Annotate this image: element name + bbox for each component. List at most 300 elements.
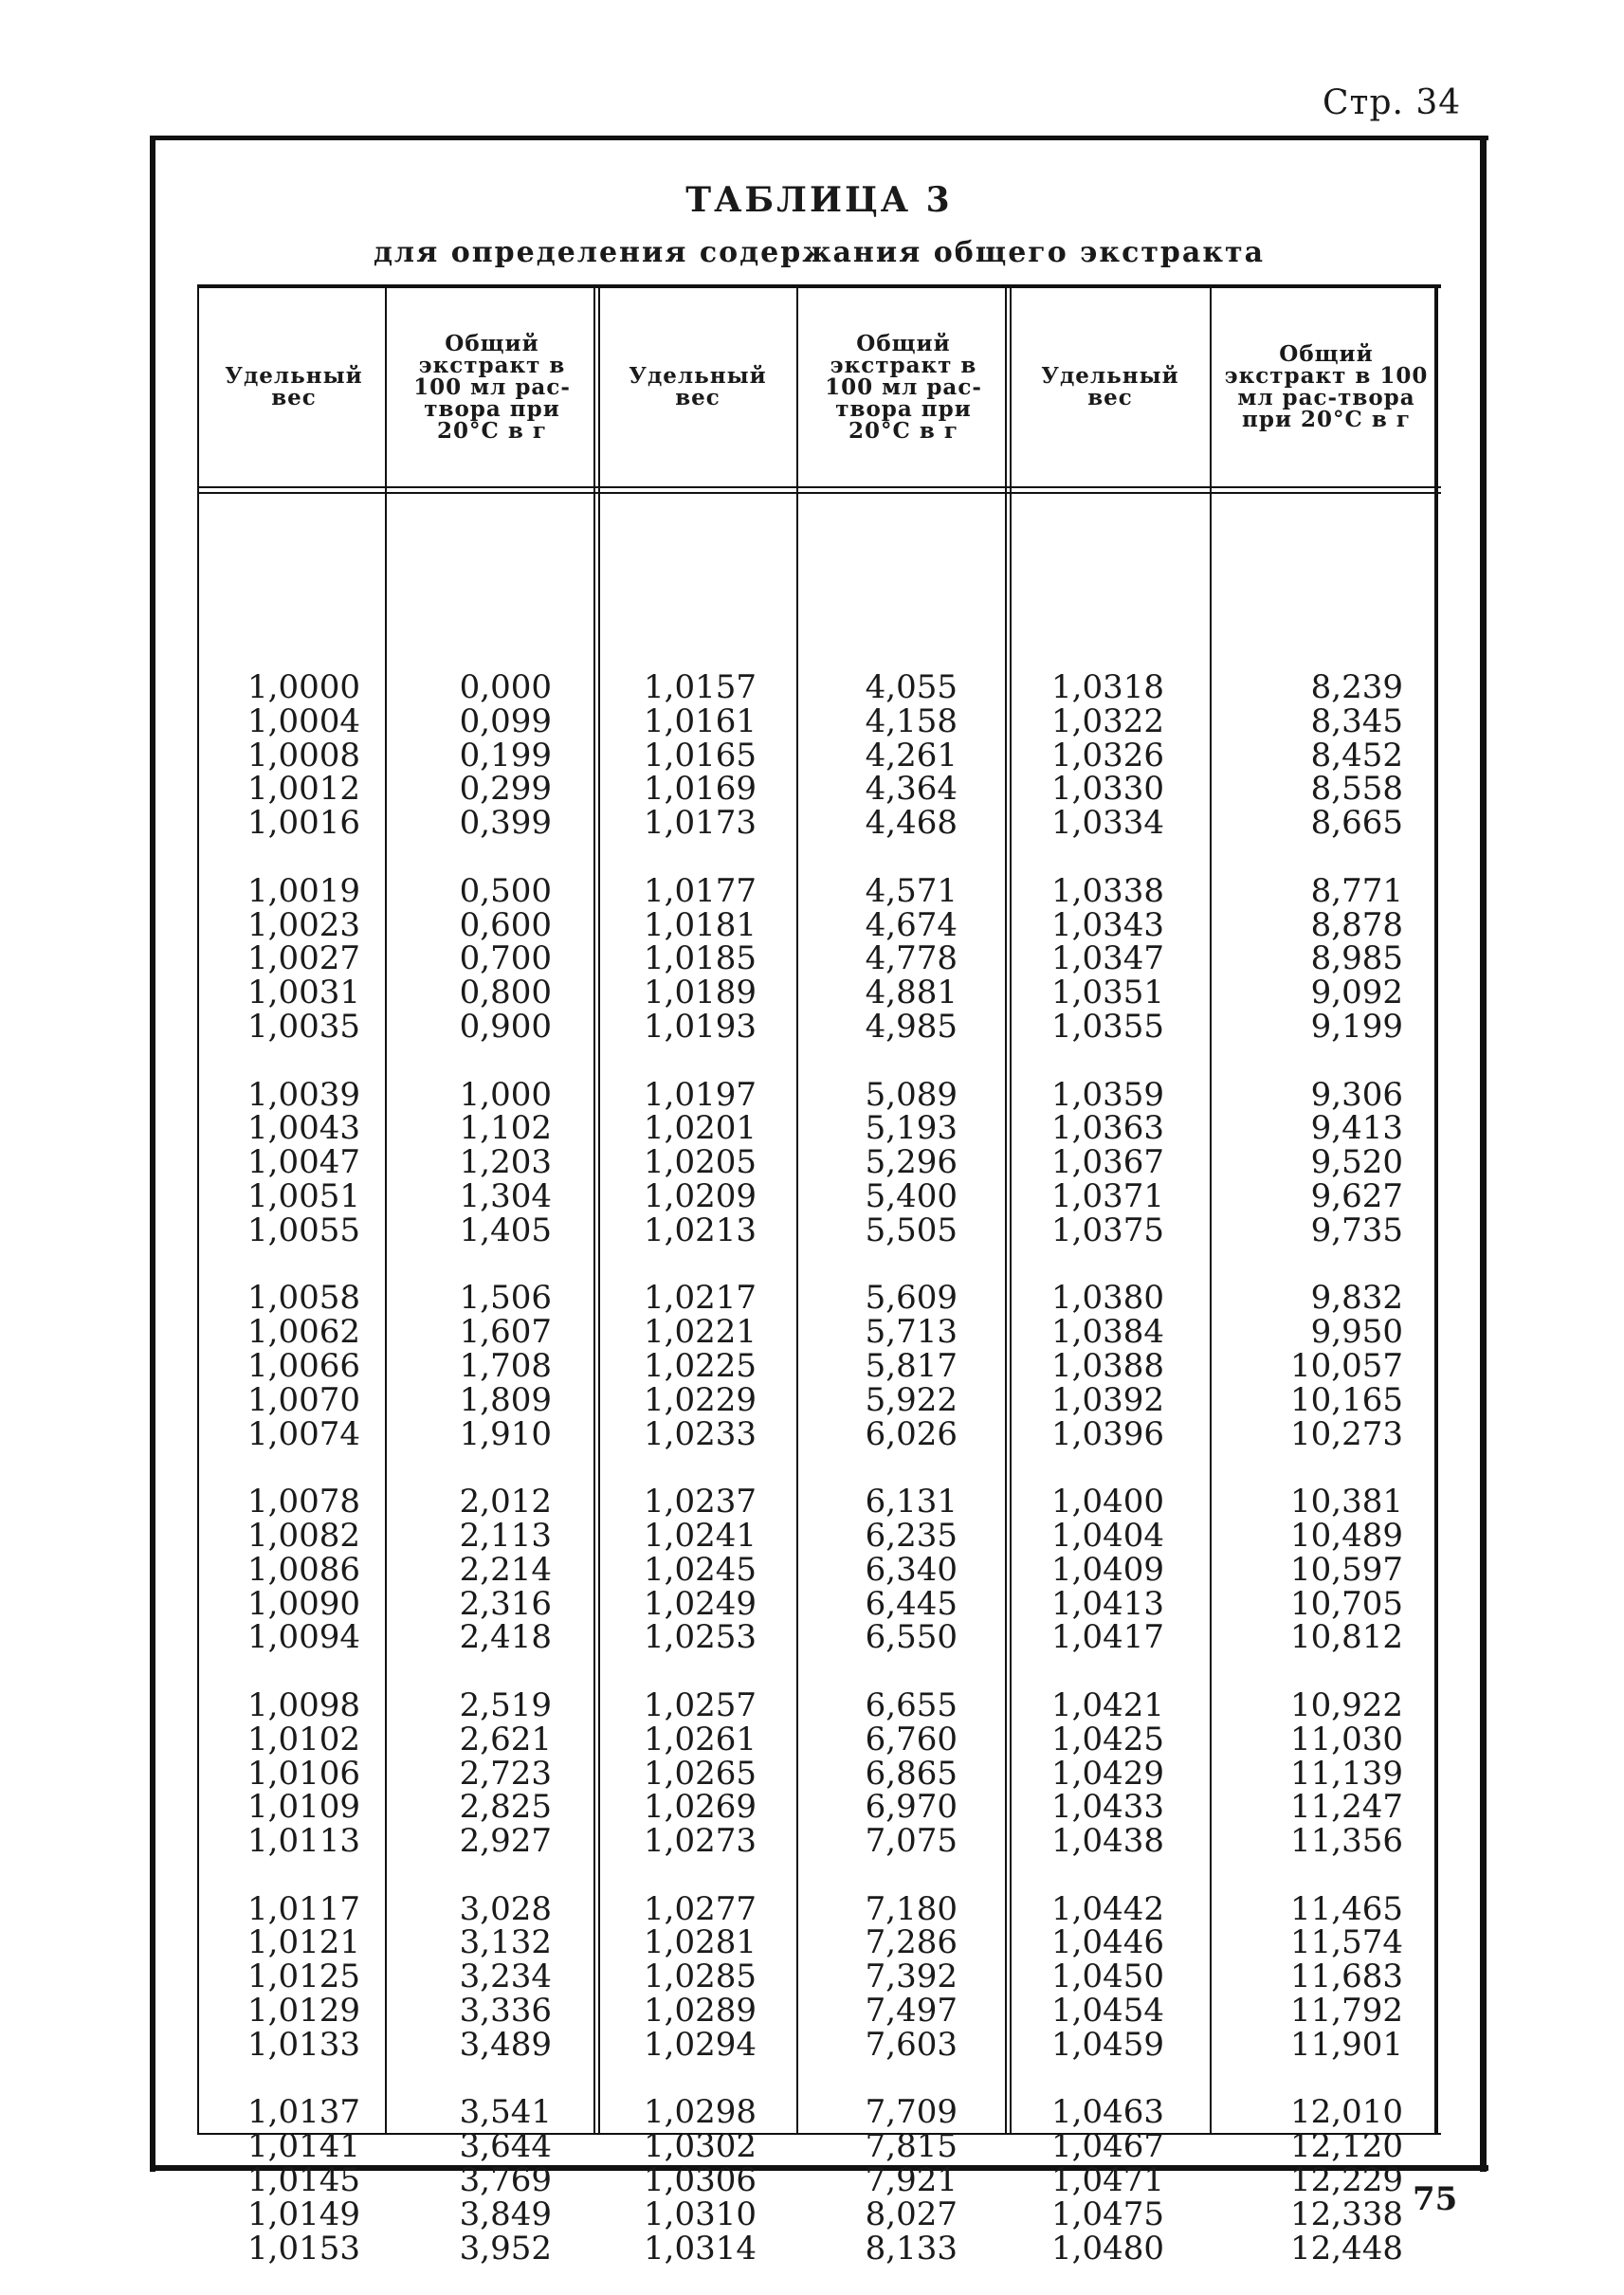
table-cell: 9,520 [1310,1143,1403,1182]
table-cell: 0,800 [459,974,552,1012]
table-cell: 1,0070 [247,1380,360,1419]
table-cell: 1,0145 [247,2161,360,2200]
col-rule-3 [796,284,798,2135]
table-cell: 5,817 [865,1346,958,1385]
table-cell: 1,0371 [1051,1176,1164,1215]
table-cell [624,1859,757,1893]
table-cell: 1,0409 [1051,1550,1164,1589]
table-cell: 11,683 [1290,1958,1403,1996]
table-cell: 1,0450 [1051,1958,1164,1996]
table-cell: 7,603 [865,2025,958,2064]
table-cell: 1,0442 [1051,1889,1164,1928]
col-rule-5 [1210,284,1212,2135]
table-cell [842,1451,958,1485]
table-cell: 1,0125 [247,1958,360,1996]
table-cell [842,1045,958,1079]
table-cell: 1,0098 [247,1685,360,1724]
column-header-1: Удельный вес [225,363,363,410]
table-cell: 1,0217 [644,1279,757,1318]
table-cell: 2,012 [459,1483,552,1521]
table-cell: 8,133 [865,2229,958,2268]
table-cell [235,1655,360,1689]
table-cell: 7,286 [865,1923,958,1962]
table-cell: 1,0463 [1051,2093,1164,2132]
table-cell: 12,120 [1290,2127,1403,2166]
table-cell: 3,489 [459,2025,552,2064]
table-cell: 1,0177 [644,871,757,910]
table-cell: 8,345 [1310,701,1403,740]
table-cell: 1,0229 [644,1380,757,1419]
table-cell: 11,247 [1290,1788,1403,1827]
col-rule-left [197,284,199,2135]
table-cell: 2,418 [459,1618,552,1657]
table-cell: 9,199 [1310,1007,1403,1046]
table-cell: 1,0429 [1051,1754,1164,1793]
table-cell: 4,571 [865,871,958,910]
table-cell [842,1248,958,1283]
table-cell: 9,832 [1310,1279,1403,1318]
table-cell: 1,0039 [247,1075,360,1114]
table-cell: 1,0169 [644,770,757,809]
table-cell: 4,261 [865,736,958,774]
table-cell: 7,921 [865,2161,958,2200]
table-cell: 1,0289 [644,1992,757,2031]
table-cell: 0,299 [459,770,552,809]
table-cell: 1,0094 [247,1618,360,1657]
table-cell: 11,030 [1290,1720,1403,1758]
table-cell: 1,0261 [644,1720,757,1758]
table-cell: 7,497 [865,1992,958,2031]
table-cell: 3,769 [459,2161,552,2200]
table-cell: 1,607 [459,1313,552,1352]
table-cell: 1,0213 [644,1211,757,1249]
col-rule-1 [385,284,387,2135]
table-cell: 1,0281 [644,1923,757,1962]
table-cell [842,841,958,875]
table-cell: 12,448 [1290,2229,1403,2268]
table-cell: 1,0141 [247,2127,360,2166]
table-cell [434,1045,552,1079]
table-cell: 9,092 [1310,974,1403,1012]
table-cell: 9,413 [1310,1109,1403,1148]
table-cell [1268,1045,1403,1079]
table-cell: 1,0051 [247,1176,360,1215]
table-cell: 7,709 [865,2093,958,2132]
table-cell: 1,0189 [644,974,757,1012]
table-cell: 2,519 [459,1685,552,1724]
table-cell: 1,0396 [1051,1414,1164,1453]
table-cell: 1,0277 [644,1889,757,1928]
table-cell: 1,405 [459,1211,552,1249]
table-cell: 1,0237 [644,1483,757,1521]
table-cell: 1,0306 [644,2161,757,2200]
table-cell: 10,597 [1290,1550,1403,1589]
table-cell: 2,113 [459,1516,552,1555]
table-cell: 1,0019 [247,871,360,910]
table-cell: 1,0330 [1051,770,1164,809]
table-cell: 6,340 [865,1550,958,1589]
table-cell: 0,500 [459,871,552,910]
table-cell: 1,0380 [1051,1279,1164,1318]
table-cell [842,2063,958,2097]
table-cell: 0,399 [459,804,552,843]
table-cell: 4,778 [865,939,958,978]
table-cell: 1,0117 [247,1889,360,1928]
table-cell: 1,0066 [247,1346,360,1385]
table-cell: 1,0392 [1051,1380,1164,1419]
table-cell: 1,0113 [247,1822,360,1861]
column-header-2: Общий экстракт в 100 мл рас-твора при 20°С в г [413,330,571,444]
table-cell: 1,304 [459,1176,552,1215]
table-cell [1031,1655,1164,1689]
table-cell: 7,815 [865,2127,958,2166]
table-cell: 1,0343 [1051,905,1164,944]
table-cell: 1,0078 [247,1483,360,1521]
table-cell: 1,0161 [644,701,757,740]
table-bottom-rule [197,2133,1441,2135]
table-cell: 1,0359 [1051,1075,1164,1114]
table-cell: 1,0400 [1051,1483,1164,1521]
table-cell: 1,0326 [1051,736,1164,774]
table-cell: 1,0334 [1051,804,1164,843]
page-label: Стр. 34 [1323,83,1462,122]
table-cell: 8,665 [1310,804,1403,843]
table-cell: 1,0055 [247,1211,360,1249]
table-cell: 3,234 [459,1958,552,1996]
table-cell: 1,0000 [247,668,360,706]
table-cell [1268,1655,1403,1689]
table-cell: 1,0459 [1051,2025,1164,2064]
table-cell [1268,2063,1403,2097]
table-cell: 6,550 [865,1618,958,1657]
table-cell: 1,0438 [1051,1822,1164,1861]
col-rule-4 [1005,284,1012,2135]
table-cell: 1,0421 [1051,1685,1164,1724]
table-cell: 12,010 [1290,2093,1403,2132]
table-cell: 1,0314 [644,2229,757,2268]
table-cell: 1,0269 [644,1788,757,1827]
table-cell: 1,0086 [247,1550,360,1589]
table-cell: 8,558 [1310,770,1403,809]
table-cell: 1,0233 [644,1414,757,1453]
column-header-6: Общий экстракт в 100 мл рас-твора при 20°С в г [1224,341,1429,432]
frame-left-rule [150,136,155,2172]
table-cell: 11,574 [1290,1923,1403,1962]
table-cell: 1,0273 [644,1822,757,1861]
table-cell [624,1045,757,1079]
frame-top-rule [150,136,1488,140]
table-cell: 8,985 [1310,939,1403,978]
table-cell: 6,445 [865,1584,958,1623]
table-title: ТАБЛИЦА 3 [685,180,953,220]
table-cell: 7,180 [865,1889,958,1928]
table-cell: 3,132 [459,1923,552,1962]
table-cell [1268,1248,1403,1283]
table-cell: 1,0355 [1051,1007,1164,1046]
table-cell: 0,000 [459,668,552,706]
table-cell [434,1655,552,1689]
table-cell: 1,0058 [247,1279,360,1318]
table-cell: 2,825 [459,1788,552,1827]
column-specific-gravity-2 [624,668,757,2268]
table-cell [624,2063,757,2097]
table-cell: 6,235 [865,1516,958,1555]
table-cell: 5,296 [865,1143,958,1182]
table-cell: 10,381 [1290,1483,1403,1521]
header-rule-1 [197,486,1441,488]
table-cell: 10,273 [1290,1414,1403,1453]
table-cell: 2,621 [459,1720,552,1758]
table-cell: 6,970 [865,1788,958,1827]
table-top-rule [197,284,1441,288]
table-cell: 1,0310 [644,2195,757,2233]
table-cell [235,1045,360,1079]
table-cell: 1,0404 [1051,1516,1164,1555]
table-cell: 1,506 [459,1279,552,1318]
table-cell [434,841,552,875]
table-cell: 1,0454 [1051,1992,1164,2031]
table-cell: 11,139 [1290,1754,1403,1793]
table-cell: 1,0322 [1051,701,1164,740]
table-subtitle: для определения содержания общего экстракта [373,236,1266,269]
table-cell: 1,0433 [1051,1788,1164,1827]
table-cell [1268,841,1403,875]
table-cell: 1,708 [459,1346,552,1385]
header-rule-2 [197,492,1441,494]
table-cell: 10,705 [1290,1584,1403,1623]
table-cell: 10,922 [1290,1685,1403,1724]
table-cell: 9,306 [1310,1075,1403,1114]
table-cell [1031,1859,1164,1893]
table-cell: 10,489 [1290,1516,1403,1555]
table-cell: 1,0298 [644,2093,757,2132]
column-specific-gravity-3 [1031,668,1164,2268]
table-cell [235,841,360,875]
table-cell: 1,0181 [644,905,757,944]
table-cell: 1,0173 [644,804,757,843]
table-cell: 4,468 [865,804,958,843]
table-cell: 1,0004 [247,701,360,740]
table-cell: 1,0121 [247,1923,360,1962]
table-cell: 1,0149 [247,2195,360,2233]
table-cell: 1,0417 [1051,1618,1164,1657]
table-cell [624,1655,757,1689]
table-cell: 0,900 [459,1007,552,1046]
table-cell: 1,0245 [644,1550,757,1589]
table-cell: 5,089 [865,1075,958,1114]
table-cell: 1,0249 [644,1584,757,1623]
table-cell [235,1451,360,1485]
table-cell: 10,057 [1290,1346,1403,1385]
table-cell: 1,0285 [644,1958,757,1996]
table-cell: 5,713 [865,1313,958,1352]
table-cell: 12,338 [1290,2195,1403,2233]
table-cell: 1,0265 [644,1754,757,1793]
table-cell: 1,0318 [1051,668,1164,706]
table-cell: 1,000 [459,1075,552,1114]
table-cell: 1,0008 [247,736,360,774]
table-cell [1031,1045,1164,1079]
table-cell: 1,0294 [644,2025,757,2064]
table-cell: 11,792 [1290,1992,1403,2031]
table-cell: 1,0367 [1051,1143,1164,1182]
table-cell: 1,0363 [1051,1109,1164,1148]
table-cell: 1,0137 [247,2093,360,2132]
table-cell: 3,849 [459,2195,552,2233]
table-cell: 2,723 [459,1754,552,1793]
table-cell: 5,609 [865,1279,958,1318]
table-cell: 1,0241 [644,1516,757,1555]
table-cell: 1,0090 [247,1584,360,1623]
table-cell: 1,0016 [247,804,360,843]
table-cell: 1,0467 [1051,2127,1164,2166]
table-cell: 1,0257 [644,1685,757,1724]
table-cell: 8,239 [1310,668,1403,706]
table-cell: 1,102 [459,1109,552,1148]
table-cell: 4,881 [865,974,958,1012]
table-cell [235,2063,360,2097]
table-cell: 2,927 [459,1822,552,1861]
table-cell: 10,812 [1290,1618,1403,1657]
table-cell: 6,131 [865,1483,958,1521]
table-cell: 7,075 [865,1822,958,1861]
column-header-3: Удельный вес [629,363,767,410]
table-cell [235,1248,360,1283]
table-cell: 1,0209 [644,1176,757,1215]
table-cell: 1,0253 [644,1618,757,1657]
table-cell: 1,0074 [247,1414,360,1453]
table-cell: 1,0133 [247,2025,360,2064]
table-cell: 3,028 [459,1889,552,1928]
table-cell [842,1655,958,1689]
table-cell: 1,809 [459,1380,552,1419]
table-cell [1031,841,1164,875]
table-cell: 1,0102 [247,1720,360,1758]
table-cell [624,1248,757,1283]
table-cell [624,841,757,875]
table-cell: 3,644 [459,2127,552,2166]
table-cell: 1,0062 [247,1313,360,1352]
table-cell: 1,203 [459,1143,552,1182]
table-cell: 1,0129 [247,1992,360,2031]
table-cell: 8,771 [1310,871,1403,910]
table-cell: 1,0475 [1051,2195,1164,2233]
table-cell: 0,600 [459,905,552,944]
table-cell: 1,910 [459,1414,552,1453]
table-cell: 2,214 [459,1550,552,1589]
column-header-5: Удельный вес [1041,363,1179,410]
table-cell: 1,0413 [1051,1584,1164,1623]
table-cell: 1,0425 [1051,1720,1164,1758]
col-rule-2 [593,284,600,2135]
table-cell [1268,1859,1403,1893]
table-cell: 1,0165 [644,736,757,774]
table-cell [235,1859,360,1893]
column-extract-3 [1268,668,1403,2268]
table-cell: 11,356 [1290,1822,1403,1861]
table-cell: 1,0221 [644,1313,757,1352]
table-cell: 6,655 [865,1685,958,1724]
table-cell: 1,0205 [644,1143,757,1182]
table-cell: 1,0225 [644,1346,757,1385]
table-cell: 1,0109 [247,1788,360,1827]
table-cell: 9,735 [1310,1211,1403,1249]
table-cell: 1,0047 [247,1143,360,1182]
table-cell: 3,541 [459,2093,552,2132]
table-cell: 1,0388 [1051,1346,1164,1385]
table-cell: 5,505 [865,1211,958,1249]
table-cell [1031,1248,1164,1283]
table-cell: 7,392 [865,1958,958,1996]
table-cell: 0,700 [459,939,552,978]
table-cell: 5,922 [865,1380,958,1419]
column-header-4: Общий экстракт в 100 мл рас-твора при 20°С в г [825,330,982,444]
table-cell [434,1248,552,1283]
table-cell: 1,0027 [247,939,360,978]
table-cell: 6,760 [865,1720,958,1758]
column-extract-2 [842,668,958,2268]
table-cell: 1,0471 [1051,2161,1164,2200]
table-cell: 1,0201 [644,1109,757,1148]
table-cell [434,1859,552,1893]
table-cell: 11,465 [1290,1889,1403,1928]
table-cell: 1,0197 [644,1075,757,1114]
extract-table [197,284,1441,2268]
column-extract-1 [434,668,552,2268]
table-cell: 4,364 [865,770,958,809]
table-cell: 4,055 [865,668,958,706]
table-cell: 6,865 [865,1754,958,1793]
table-cell: 5,400 [865,1176,958,1215]
table-cell [1031,1451,1164,1485]
table-cell: 4,674 [865,905,958,944]
table-cell: 1,0347 [1051,939,1164,978]
table-cell: 1,0082 [247,1516,360,1555]
table-cell: 1,0302 [644,2127,757,2166]
table-cell: 9,627 [1310,1176,1403,1215]
table-cell: 1,0031 [247,974,360,1012]
table-cell [434,2063,552,2097]
table-cell: 4,158 [865,701,958,740]
table-cell [1268,1451,1403,1485]
table-cell: 3,336 [459,1992,552,2031]
column-specific-gravity-1 [235,668,360,2268]
table-cell: 4,985 [865,1007,958,1046]
table-cell: 8,452 [1310,736,1403,774]
table-cell: 1,0185 [644,939,757,978]
table-cell: 1,0043 [247,1109,360,1148]
table-cell: 0,099 [459,701,552,740]
table-cell: 1,0153 [247,2229,360,2268]
table-cell: 6,026 [865,1414,958,1453]
table-frame [150,136,1488,2268]
table-cell: 1,0384 [1051,1313,1164,1352]
table-cell: 5,193 [865,1109,958,1148]
table-cell: 1,0023 [247,905,360,944]
table-cell: 1,0157 [644,668,757,706]
table-cell: 1,0375 [1051,1211,1164,1249]
table-cell: 9,950 [1310,1313,1403,1352]
table-cell [1031,2063,1164,2097]
table-cell: 1,0106 [247,1754,360,1793]
table-cell: 1,0351 [1051,974,1164,1012]
frame-right-rule [1480,136,1487,2172]
col-rule-right [1434,284,1438,2135]
table-cell: 1,0480 [1051,2229,1164,2268]
table-cell: 8,878 [1310,905,1403,944]
table-cell: 0,199 [459,736,552,774]
table-cell: 12,229 [1290,2161,1403,2200]
